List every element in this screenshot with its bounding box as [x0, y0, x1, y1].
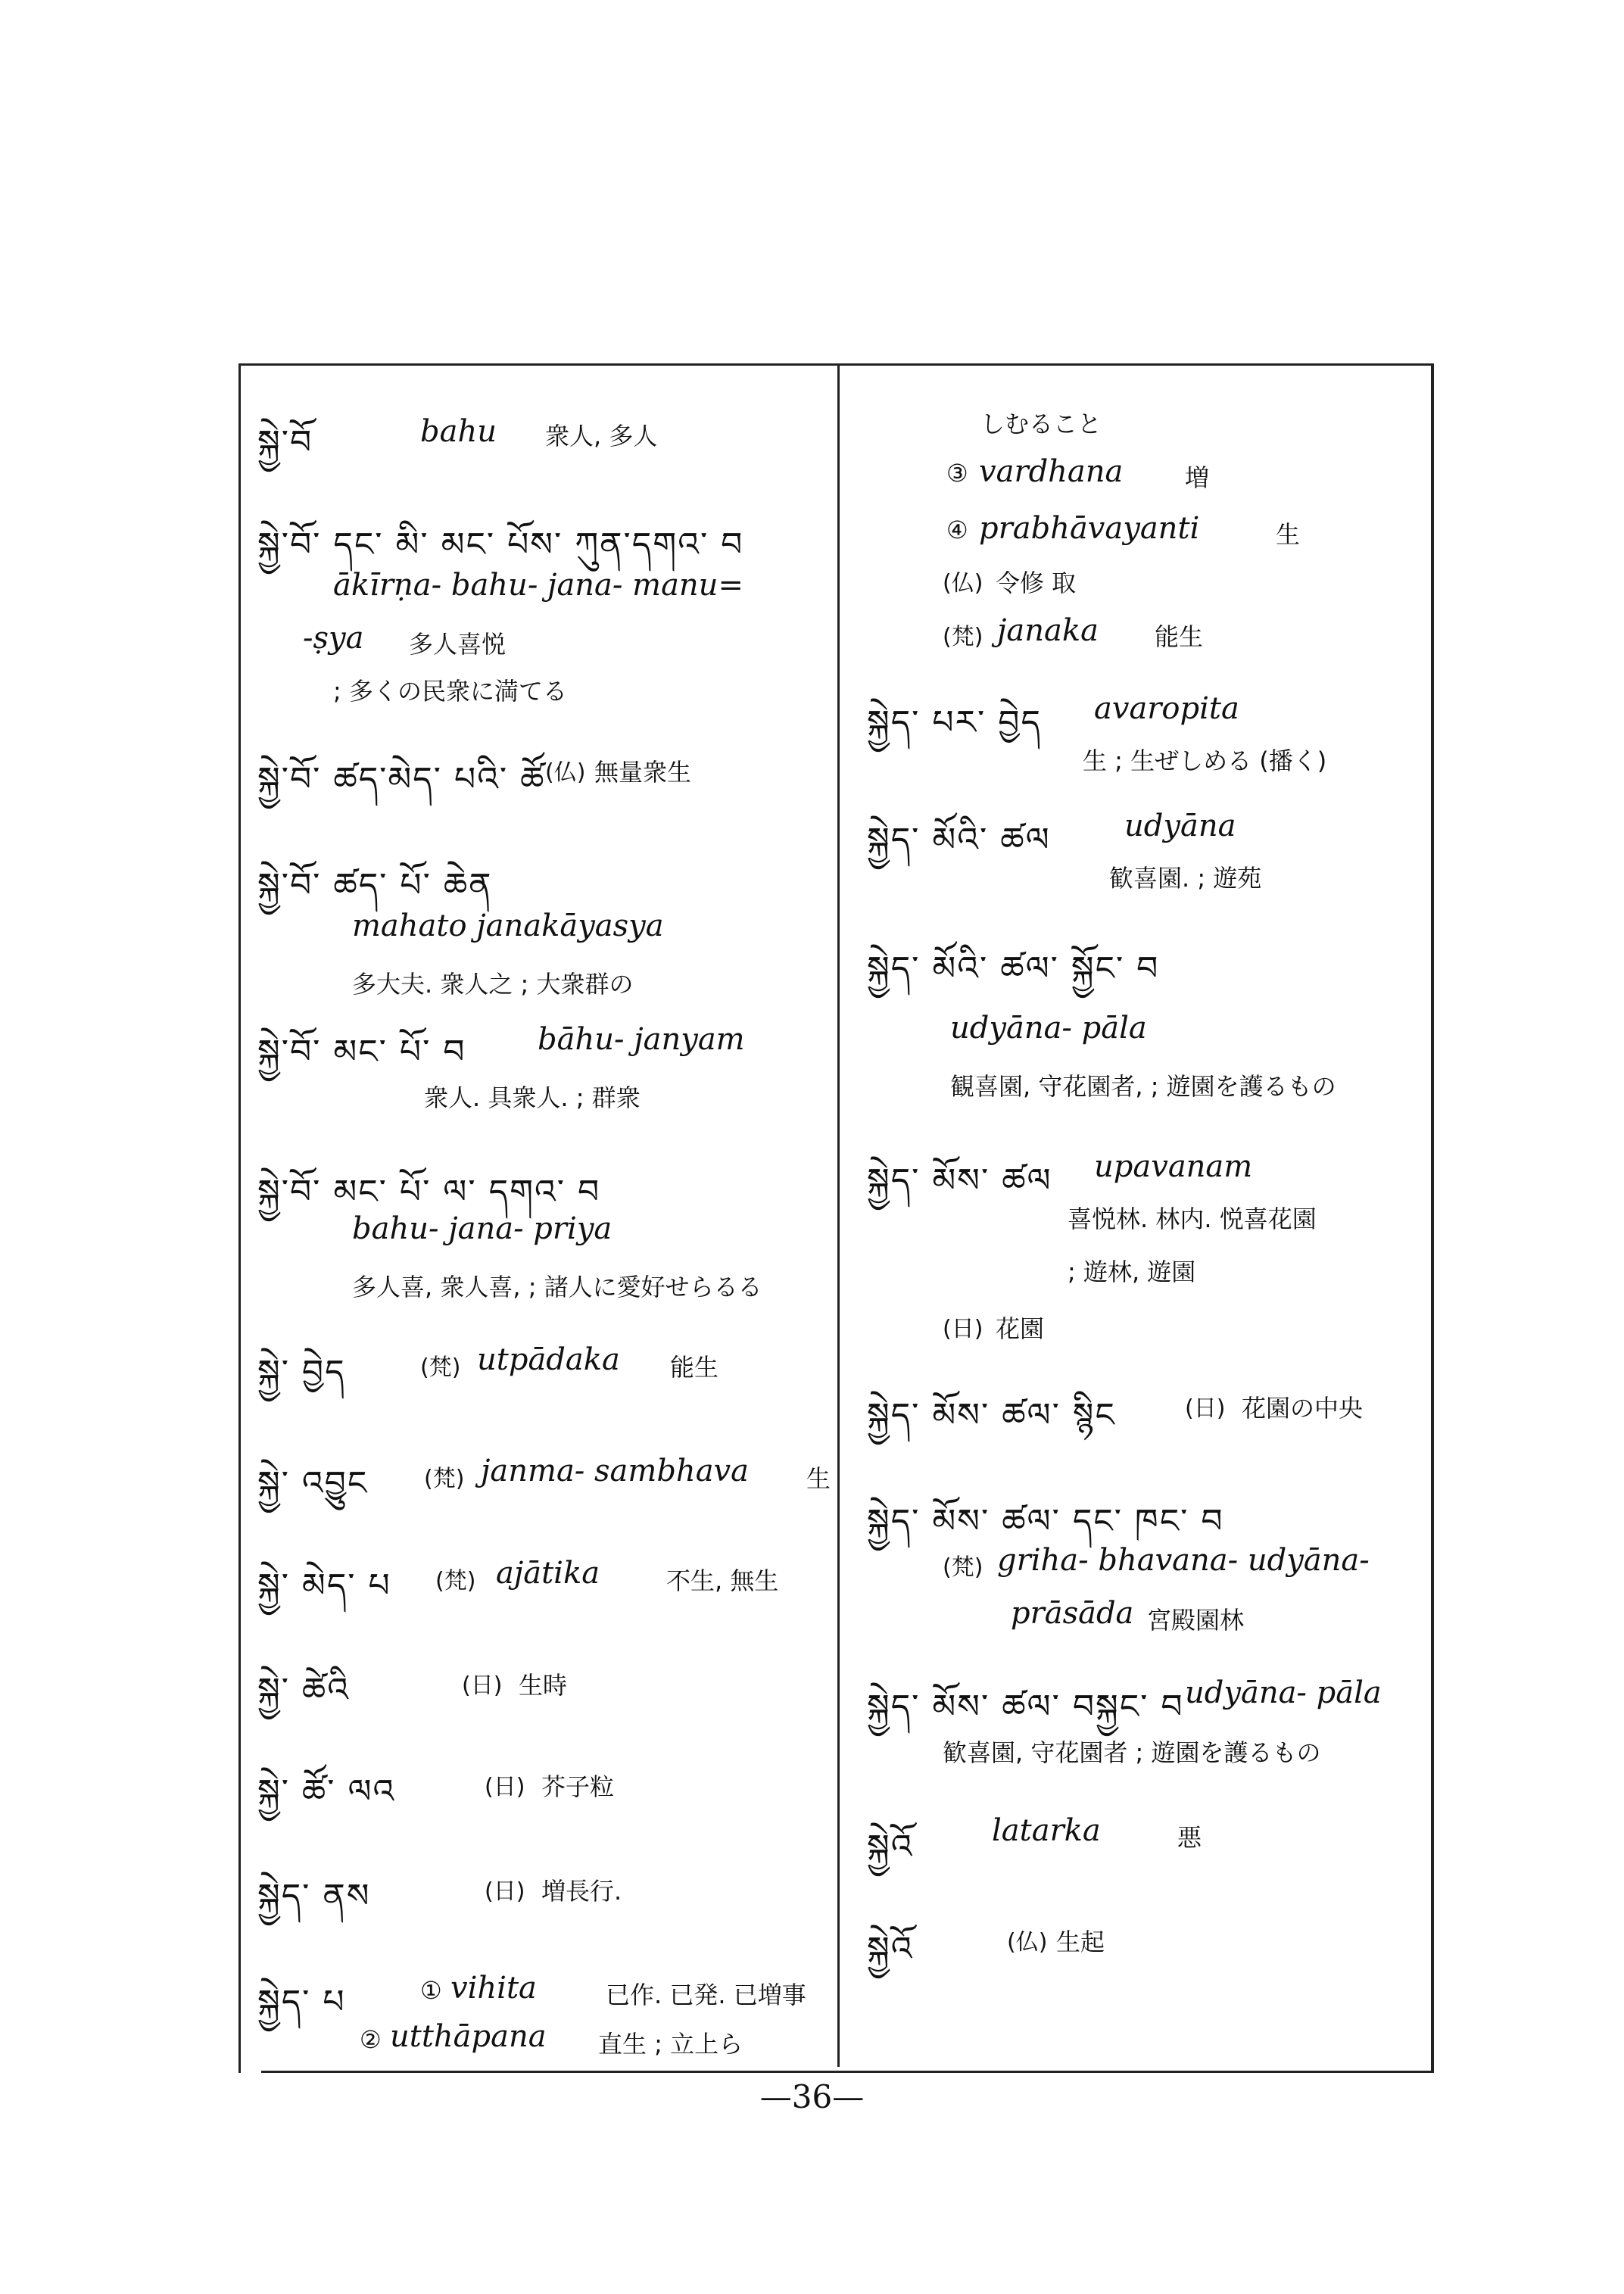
gloss: 無量衆生	[594, 758, 692, 787]
tibetan-headword: སྐྱེ་ འབྱུང	[257, 1464, 369, 1503]
tibetan-headword: སྐྱེད་ མོས་ ཚལ་ སྙིང	[867, 1396, 1116, 1435]
tibetan-headword: སྐྱེའོ	[867, 1930, 914, 1968]
romanized-term: janma- sambhava	[481, 1454, 749, 1488]
source-tag: (梵)	[943, 1554, 983, 1581]
romanized-term-2: prāsāda	[1011, 1596, 1134, 1631]
sense-marker: ①	[420, 1976, 442, 2005]
source-tag: (梵)	[420, 1354, 461, 1381]
gloss: 芥子粒	[541, 1772, 615, 1801]
romanized-term: vardhana	[979, 454, 1124, 489]
tibetan-headword: སྐྱེད་ མོས་ ཚལ་ དང་ ཁང་ བ	[867, 1502, 1224, 1541]
tibetan-headword: སྐྱེད་ པར་ བྱེད	[867, 703, 1042, 742]
gloss: 生	[1276, 520, 1301, 549]
tibetan-headword: སྐྱེ་ ཚོ་ ལའ	[257, 1772, 396, 1811]
gloss: 歓喜園. ; 遊苑	[1109, 864, 1262, 893]
romanized-term: ajātika	[496, 1556, 600, 1591]
tibetan-headword: སྐྱེད་ མོའི་ ཚལ	[867, 821, 1051, 859]
source-tag: (仏)	[1007, 1929, 1048, 1956]
gloss: 已作. 已発. 已増事	[606, 1981, 806, 2009]
source-tag: (梵)	[435, 1568, 476, 1594]
source-tag: (仏)	[545, 759, 586, 786]
gloss: 能生	[670, 1353, 719, 1382]
gloss: 観喜園, 守花園者, ; 遊園を護るもの	[950, 1072, 1336, 1101]
tibetan-headword: སྐྱེ་བོ་ དང་ མི་ མང་ པོས་ ཀུན་དགའ་ བ	[257, 525, 744, 564]
tibetan-headword: སྐྱེད་ པ	[257, 1983, 346, 2021]
tibetan-headword: སྐྱེད་ མོའི་ ཚལ་ སྐྱོང་ བ	[867, 949, 1160, 988]
tibetan-headword: སྐྱེད་ མོས་ ཚལ	[867, 1161, 1052, 1200]
romanized-term: upavanam	[1094, 1149, 1253, 1184]
romanized-term: janaka	[997, 613, 1099, 648]
romanized-term: mahato janakāyasya	[352, 909, 664, 943]
gloss-secondary: ; 多くの民衆に満てる	[333, 677, 567, 706]
gloss-secondary: 直生 ; 立上ら	[598, 2030, 743, 2059]
romanized-term: bahu- jana- priya	[352, 1211, 613, 1246]
sense-marker: ④	[946, 516, 968, 544]
romanized-term-continued: -ṣya	[303, 621, 364, 656]
gloss: 衆人, 多人	[545, 422, 658, 450]
tibetan-headword: སྐྱེའོ	[867, 1828, 914, 1866]
tibetan-headword: སྐྱེ་ བྱེད	[257, 1353, 346, 1392]
gloss: 不生, 無生	[666, 1566, 779, 1595]
tibetan-headword: སྐྱེ་བོ་ ཚད་མེད་ པའི་ ཚོ	[257, 760, 546, 799]
gloss: 生時	[519, 1671, 568, 1700]
romanized-term: prabhāvayanti	[979, 511, 1200, 546]
romanized-term: bāhu- janyam	[538, 1022, 745, 1057]
tibetan-headword: སྐྱེ་བོ་ མང་ པོ་ ལ་ དགའ་ བ	[257, 1173, 601, 1211]
gloss: 令修 取	[996, 569, 1077, 597]
tibetan-headword: སྐྱེ་ མེད་ པ	[257, 1566, 391, 1605]
gloss: 生 ; 生ぜしめる (播く)	[1083, 746, 1327, 775]
romanized-term: latarka	[992, 1813, 1101, 1848]
page-number: —36—	[759, 2078, 865, 2115]
frame-bottom-rule	[261, 2071, 1431, 2073]
gloss: 悪	[1177, 1823, 1202, 1852]
romanized-term: udyāna- pāla	[950, 1011, 1147, 1046]
gloss-tertiary: 花園	[996, 1314, 1045, 1343]
gloss: 多人喜悦	[409, 630, 507, 659]
romanized-term: ākīrṇa- bahu- jana- manu=	[333, 568, 743, 603]
gloss: 生	[806, 1464, 831, 1493]
source-tag: (日)	[462, 1672, 503, 1699]
gloss-secondary: ; 遊林, 遊園	[1068, 1258, 1196, 1286]
tibetan-headword: སྐྱེད་ ནས	[257, 1877, 371, 1915]
romanized-term: udyāna	[1124, 809, 1236, 843]
gloss: 宮殿園林	[1147, 1606, 1245, 1635]
sense-marker-2: ②	[360, 2025, 382, 2054]
gloss: 喜悦林. 林内. 悦喜花園	[1068, 1205, 1317, 1233]
gloss: 増長行.	[541, 1877, 622, 1906]
tibetan-headword: སྐྱེད་ མོས་ ཚལ་ བསྐྱང་ བ	[867, 1688, 1184, 1726]
gloss: 多大夫. 衆人之 ; 大衆群の	[352, 970, 634, 999]
source-tag: (日)	[485, 1774, 525, 1800]
sense-marker: ③	[946, 459, 968, 488]
romanized-term: avaropita	[1094, 691, 1239, 726]
source-tag: (梵)	[424, 1466, 465, 1492]
gloss: 花園の中央	[1242, 1394, 1364, 1423]
column-divider	[837, 363, 840, 2067]
romanized-term: bahu	[420, 414, 497, 449]
tibetan-headword: སྐྱེ་བོ་ མང་ པོ་ བ	[257, 1033, 466, 1071]
gloss: 衆人. 具衆人. ; 群衆	[424, 1083, 641, 1112]
romanized-term: utpādaka	[477, 1342, 620, 1377]
gloss: 多人喜, 衆人喜, ; 諸人に愛好せらるる	[352, 1273, 762, 1301]
source-tag: (仏)	[943, 570, 983, 597]
romanized-term-2: utthāpana	[390, 2019, 547, 2054]
romanized-term: udyāna- pāla	[1185, 1675, 1382, 1710]
source-tag: (日)	[943, 1316, 983, 1342]
gloss: 歓喜園, 守花園者 ; 遊園を護るもの	[943, 1738, 1321, 1767]
romanized-term: vihita	[450, 1971, 537, 2006]
romanized-term: griha- bhavana- udyāna-	[997, 1543, 1370, 1578]
gloss: 能生	[1155, 622, 1204, 651]
gloss: 増	[1185, 463, 1210, 492]
tibetan-headword: སྐྱེ་བོ་ ཚད་ པོ་ ཆེན	[257, 866, 493, 905]
source-tag: (日)	[1185, 1395, 1226, 1422]
gloss-continued: しむること	[980, 410, 1102, 438]
gloss: 生起	[1056, 1928, 1105, 1956]
tibetan-headword: སྐྱེ་བོ	[257, 423, 313, 462]
source-tag: (梵)	[943, 624, 983, 650]
source-tag: (日)	[485, 1878, 525, 1905]
tibetan-headword: སྐྱེ་ ཚེའི	[257, 1671, 350, 1710]
